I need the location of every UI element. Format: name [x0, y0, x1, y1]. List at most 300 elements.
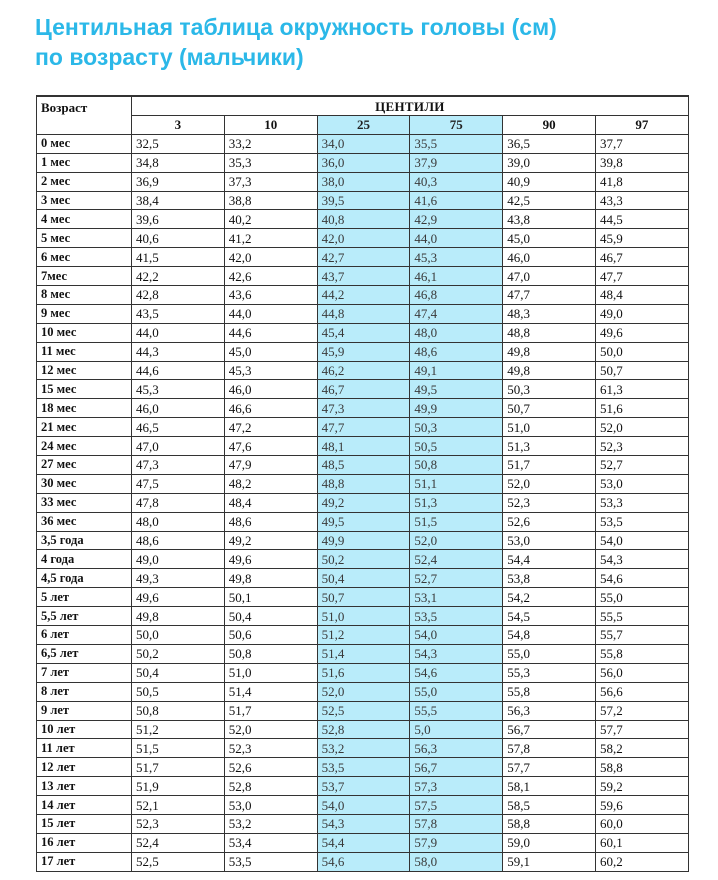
table-row	[37, 153, 689, 172]
centile-value-cell: 52,5	[317, 701, 410, 720]
centile-value-cell: 43,3	[595, 191, 688, 210]
centile-value-cell: 49,8	[132, 607, 225, 626]
centile-columns-header-row	[37, 116, 689, 135]
centile-value-cell: 51,6	[595, 399, 688, 418]
table-row	[37, 569, 689, 588]
centile-value-cell: 42,0	[224, 248, 317, 267]
centile-column-header: 97	[595, 116, 688, 135]
centile-value-cell: 42,0	[317, 229, 410, 248]
centile-value-cell: 52,8	[224, 777, 317, 796]
centile-value-cell: 55,3	[503, 663, 596, 682]
centile-value-cell: 59,2	[595, 777, 688, 796]
centile-value-cell: 51,0	[224, 663, 317, 682]
centile-value-cell: 54,0	[317, 796, 410, 815]
table-row	[37, 474, 689, 493]
centile-column-header: 10	[224, 116, 317, 135]
age-cell: 6 мес	[37, 248, 132, 267]
centile-value-cell: 50,5	[410, 437, 503, 456]
centile-value-cell: 48,6	[410, 342, 503, 361]
centile-value-cell: 50,4	[132, 663, 225, 682]
age-cell: 12 лет	[37, 758, 132, 777]
centile-value-cell: 51,7	[132, 758, 225, 777]
centile-value-cell: 52,3	[503, 493, 596, 512]
table-row	[37, 833, 689, 852]
table-row	[37, 437, 689, 456]
centile-value-cell: 38,0	[317, 172, 410, 191]
table-row	[37, 531, 689, 550]
centile-value-cell: 52,8	[317, 720, 410, 739]
title-line-1: Центильная таблица окружность головы (см)	[35, 14, 557, 40]
centile-value-cell: 53,3	[595, 493, 688, 512]
centile-column-header: 75	[410, 116, 503, 135]
centile-value-cell: 61,3	[595, 380, 688, 399]
centile-value-cell: 46,6	[224, 399, 317, 418]
centile-column-header: 3	[132, 116, 225, 135]
centile-value-cell: 48,8	[317, 474, 410, 493]
age-cell: 17 лет	[37, 852, 132, 871]
age-cell: 3,5 года	[37, 531, 132, 550]
centile-value-cell: 52,4	[410, 550, 503, 569]
centile-value-cell: 32,5	[132, 134, 225, 153]
centile-value-cell: 50,4	[224, 607, 317, 626]
page-title	[35, 12, 695, 72]
centile-value-cell: 50,2	[317, 550, 410, 569]
centile-value-cell: 45,9	[595, 229, 688, 248]
centile-value-cell: 53,8	[503, 569, 596, 588]
centile-value-cell: 58,1	[503, 777, 596, 796]
centile-value-cell: 47,8	[132, 493, 225, 512]
centile-value-cell: 52,3	[132, 814, 225, 833]
centile-value-cell: 49,8	[224, 569, 317, 588]
centile-value-cell: 54,3	[595, 550, 688, 569]
centile-value-cell: 57,7	[595, 720, 688, 739]
centile-value-cell: 50,5	[132, 682, 225, 701]
centile-value-cell: 50,2	[132, 644, 225, 663]
table-row	[37, 342, 689, 361]
age-cell: 3 мес	[37, 191, 132, 210]
age-cell: 15 лет	[37, 814, 132, 833]
centile-value-cell: 53,5	[410, 607, 503, 626]
centile-value-cell: 39,6	[132, 210, 225, 229]
table-row	[37, 512, 689, 531]
age-cell: 2 мес	[37, 172, 132, 191]
centile-value-cell: 40,3	[410, 172, 503, 191]
table-row	[37, 456, 689, 475]
centile-value-cell: 51,0	[317, 607, 410, 626]
age-cell: 33 мес	[37, 493, 132, 512]
centile-value-cell: 53,4	[224, 833, 317, 852]
centile-value-cell: 60,1	[595, 833, 688, 852]
centile-value-cell: 46,8	[410, 286, 503, 305]
centile-value-cell: 46,0	[132, 399, 225, 418]
centile-value-cell: 40,6	[132, 229, 225, 248]
centile-value-cell: 50,3	[503, 380, 596, 399]
centile-value-cell: 58,2	[595, 739, 688, 758]
age-cell: 9 лет	[37, 701, 132, 720]
table-row	[37, 134, 689, 153]
table-row	[37, 248, 689, 267]
centile-value-cell: 60,0	[595, 814, 688, 833]
centile-value-cell: 53,5	[317, 758, 410, 777]
table-row	[37, 229, 689, 248]
centile-value-cell: 57,7	[503, 758, 596, 777]
centile-value-cell: 49,0	[132, 550, 225, 569]
centile-value-cell: 34,8	[132, 153, 225, 172]
centile-value-cell: 49,9	[317, 531, 410, 550]
age-cell: 27 мес	[37, 456, 132, 475]
centile-value-cell: 37,7	[595, 134, 688, 153]
age-cell: 9 мес	[37, 304, 132, 323]
centile-value-cell: 47,7	[503, 286, 596, 305]
centile-value-cell: 56,6	[595, 682, 688, 701]
title-line-2: по возрасту (мальчики)	[35, 44, 304, 70]
centile-value-cell: 47,5	[132, 474, 225, 493]
centile-value-cell: 51,5	[132, 739, 225, 758]
age-cell: 12 мес	[37, 361, 132, 380]
centile-value-cell: 44,3	[132, 342, 225, 361]
centile-value-cell: 57,8	[503, 739, 596, 758]
centile-value-cell: 51,1	[410, 474, 503, 493]
centile-value-cell: 49,3	[132, 569, 225, 588]
age-cell: 18 мес	[37, 399, 132, 418]
centile-value-cell: 49,6	[595, 323, 688, 342]
centile-value-cell: 50,3	[410, 418, 503, 437]
centile-value-cell: 45,3	[132, 380, 225, 399]
centile-value-cell: 47,2	[224, 418, 317, 437]
centile-value-cell: 57,3	[410, 777, 503, 796]
centile-value-cell: 38,4	[132, 191, 225, 210]
centile-value-cell: 47,7	[595, 267, 688, 286]
centile-value-cell: 49,9	[410, 399, 503, 418]
centile-value-cell: 49,0	[595, 304, 688, 323]
centile-value-cell: 51,9	[132, 777, 225, 796]
centile-value-cell: 57,9	[410, 833, 503, 852]
centile-value-cell: 59,0	[503, 833, 596, 852]
age-cell: 4 мес	[37, 210, 132, 229]
table-row	[37, 682, 689, 701]
centile-value-cell: 53,5	[595, 512, 688, 531]
centile-value-cell: 50,8	[224, 644, 317, 663]
age-cell: 7 лет	[37, 663, 132, 682]
centile-value-cell: 50,1	[224, 588, 317, 607]
centile-value-cell: 45,0	[224, 342, 317, 361]
centile-value-cell: 51,5	[410, 512, 503, 531]
centile-value-cell: 42,2	[132, 267, 225, 286]
age-cell: 15 мес	[37, 380, 132, 399]
centile-value-cell: 47,0	[503, 267, 596, 286]
centile-value-cell: 55,0	[410, 682, 503, 701]
centiles-group-header: ЦЕНТИЛИ	[132, 96, 689, 116]
centile-table	[36, 95, 689, 872]
centile-value-cell: 52,5	[132, 852, 225, 871]
age-cell: 5 лет	[37, 588, 132, 607]
centile-value-cell: 54,6	[410, 663, 503, 682]
age-cell: 11 лет	[37, 739, 132, 758]
centile-value-cell: 48,1	[317, 437, 410, 456]
centile-value-cell: 54,4	[317, 833, 410, 852]
centile-value-cell: 54,2	[503, 588, 596, 607]
centile-value-cell: 38,8	[224, 191, 317, 210]
centile-value-cell: 50,4	[317, 569, 410, 588]
centile-value-cell: 49,2	[317, 493, 410, 512]
centile-value-cell: 40,2	[224, 210, 317, 229]
table-row	[37, 588, 689, 607]
age-cell: 5 мес	[37, 229, 132, 248]
centile-value-cell: 41,5	[132, 248, 225, 267]
centile-value-cell: 50,0	[132, 626, 225, 645]
age-cell: 16 лет	[37, 833, 132, 852]
centile-value-cell: 51,7	[503, 456, 596, 475]
centile-value-cell: 51,6	[317, 663, 410, 682]
centile-value-cell: 52,1	[132, 796, 225, 815]
centile-value-cell: 46,5	[132, 418, 225, 437]
centile-column-header: 90	[503, 116, 596, 135]
centile-value-cell: 47,6	[224, 437, 317, 456]
centile-value-cell: 55,7	[595, 626, 688, 645]
table-row	[37, 286, 689, 305]
centile-value-cell: 51,4	[224, 682, 317, 701]
centile-value-cell: 55,5	[595, 607, 688, 626]
centile-value-cell: 46,7	[317, 380, 410, 399]
age-cell: 7мес	[37, 267, 132, 286]
centile-value-cell: 33,2	[224, 134, 317, 153]
centile-value-cell: 56,3	[410, 739, 503, 758]
centile-value-cell: 45,4	[317, 323, 410, 342]
table-row	[37, 361, 689, 380]
centile-value-cell: 55,0	[503, 644, 596, 663]
table-row	[37, 191, 689, 210]
table-row	[37, 796, 689, 815]
centile-value-cell: 52,0	[503, 474, 596, 493]
centile-value-cell: 36,5	[503, 134, 596, 153]
centile-value-cell: 51,4	[317, 644, 410, 663]
table-row	[37, 720, 689, 739]
table-row	[37, 814, 689, 833]
centile-value-cell: 59,6	[595, 796, 688, 815]
centile-value-cell: 51,2	[317, 626, 410, 645]
centile-value-cell: 44,5	[595, 210, 688, 229]
table-row	[37, 304, 689, 323]
centile-value-cell: 50,8	[132, 701, 225, 720]
centile-value-cell: 52,0	[317, 682, 410, 701]
centile-value-cell: 55,0	[595, 588, 688, 607]
centile-value-cell: 48,6	[224, 512, 317, 531]
age-cell: 24 мес	[37, 437, 132, 456]
table-row	[37, 663, 689, 682]
centile-value-cell: 44,0	[410, 229, 503, 248]
centile-value-cell: 46,1	[410, 267, 503, 286]
centile-value-cell: 55,8	[595, 644, 688, 663]
centile-value-cell: 48,8	[503, 323, 596, 342]
centile-value-cell: 53,5	[224, 852, 317, 871]
centile-value-cell: 53,0	[224, 796, 317, 815]
centile-value-cell: 57,2	[595, 701, 688, 720]
centile-value-cell: 42,5	[503, 191, 596, 210]
centile-value-cell: 51,0	[503, 418, 596, 437]
table-row	[37, 758, 689, 777]
centile-value-cell: 58,5	[503, 796, 596, 815]
centile-value-cell: 48,6	[132, 531, 225, 550]
centile-value-cell: 48,4	[224, 493, 317, 512]
age-cell: 5,5 лет	[37, 607, 132, 626]
age-cell: 0 мес	[37, 134, 132, 153]
centile-value-cell: 48,0	[132, 512, 225, 531]
centile-value-cell: 49,5	[410, 380, 503, 399]
centile-value-cell: 53,2	[317, 739, 410, 758]
age-cell: 8 мес	[37, 286, 132, 305]
centile-value-cell: 47,0	[132, 437, 225, 456]
centile-value-cell: 52,0	[224, 720, 317, 739]
centile-value-cell: 56,7	[503, 720, 596, 739]
centile-value-cell: 57,8	[410, 814, 503, 833]
centile-value-cell: 42,9	[410, 210, 503, 229]
centile-value-cell: 42,7	[317, 248, 410, 267]
centile-value-cell: 53,0	[503, 531, 596, 550]
centile-value-cell: 52,6	[503, 512, 596, 531]
centile-value-cell: 43,6	[224, 286, 317, 305]
centile-value-cell: 49,8	[503, 342, 596, 361]
centile-value-cell: 47,3	[317, 399, 410, 418]
centile-value-cell: 54,3	[317, 814, 410, 833]
table-row	[37, 210, 689, 229]
centile-value-cell: 45,3	[224, 361, 317, 380]
centile-value-cell: 46,7	[595, 248, 688, 267]
centile-value-cell: 50,7	[595, 361, 688, 380]
age-cell: 30 мес	[37, 474, 132, 493]
centile-value-cell: 48,5	[317, 456, 410, 475]
table-row	[37, 493, 689, 512]
centile-value-cell: 43,5	[132, 304, 225, 323]
table-header-row	[37, 96, 689, 116]
centile-value-cell: 54,5	[503, 607, 596, 626]
centile-value-cell: 47,4	[410, 304, 503, 323]
age-cell: 1 мес	[37, 153, 132, 172]
centile-value-cell: 49,6	[132, 588, 225, 607]
centile-value-cell: 35,3	[224, 153, 317, 172]
centile-value-cell: 54,0	[410, 626, 503, 645]
centile-value-cell: 37,9	[410, 153, 503, 172]
centile-value-cell: 58,8	[595, 758, 688, 777]
age-cell: 10 лет	[37, 720, 132, 739]
centile-value-cell: 46,2	[317, 361, 410, 380]
table-row	[37, 701, 689, 720]
centile-value-cell: 50,7	[503, 399, 596, 418]
centile-value-cell: 53,1	[410, 588, 503, 607]
centile-value-cell: 56,0	[595, 663, 688, 682]
centile-value-cell: 41,2	[224, 229, 317, 248]
centile-value-cell: 55,8	[503, 682, 596, 701]
centile-value-cell: 56,3	[503, 701, 596, 720]
centile-value-cell: 47,9	[224, 456, 317, 475]
centile-value-cell: 47,7	[317, 418, 410, 437]
centile-value-cell: 57,5	[410, 796, 503, 815]
centile-value-cell: 53,7	[317, 777, 410, 796]
centile-value-cell: 48,0	[410, 323, 503, 342]
table-row	[37, 172, 689, 191]
centile-value-cell: 59,1	[503, 852, 596, 871]
centile-value-cell: 52,7	[595, 456, 688, 475]
centile-value-cell: 36,0	[317, 153, 410, 172]
centile-value-cell: 34,0	[317, 134, 410, 153]
centile-value-cell: 53,0	[595, 474, 688, 493]
centile-value-cell: 44,8	[317, 304, 410, 323]
age-column-header: Возраст	[37, 96, 132, 134]
centile-value-cell: 46,0	[224, 380, 317, 399]
age-cell: 6 лет	[37, 626, 132, 645]
age-cell: 11 мес	[37, 342, 132, 361]
age-cell: 4,5 года	[37, 569, 132, 588]
centile-value-cell: 49,6	[224, 550, 317, 569]
centile-value-cell: 50,6	[224, 626, 317, 645]
centile-value-cell: 49,8	[503, 361, 596, 380]
centile-value-cell: 54,8	[503, 626, 596, 645]
centile-value-cell: 54,0	[595, 531, 688, 550]
table-row	[37, 607, 689, 626]
centile-value-cell: 39,8	[595, 153, 688, 172]
table-row	[37, 777, 689, 796]
table-row	[37, 644, 689, 663]
centile-value-cell: 44,6	[132, 361, 225, 380]
centile-value-cell: 46,0	[503, 248, 596, 267]
centile-value-cell: 44,2	[317, 286, 410, 305]
centile-value-cell: 37,3	[224, 172, 317, 191]
centile-value-cell: 52,0	[410, 531, 503, 550]
centile-value-cell: 45,0	[503, 229, 596, 248]
centile-value-cell: 58,8	[503, 814, 596, 833]
centile-value-cell: 54,3	[410, 644, 503, 663]
centile-column-header: 25	[317, 116, 410, 135]
centile-value-cell: 42,8	[132, 286, 225, 305]
centile-value-cell: 52,4	[132, 833, 225, 852]
centile-value-cell: 54,4	[503, 550, 596, 569]
centile-value-cell: 52,3	[224, 739, 317, 758]
centile-value-cell: 41,6	[410, 191, 503, 210]
centile-value-cell: 49,2	[224, 531, 317, 550]
centile-value-cell: 58,0	[410, 852, 503, 871]
centile-value-cell: 49,1	[410, 361, 503, 380]
age-cell: 14 лет	[37, 796, 132, 815]
centile-value-cell: 40,8	[317, 210, 410, 229]
table-row	[37, 550, 689, 569]
table-row	[37, 399, 689, 418]
centile-value-cell: 48,2	[224, 474, 317, 493]
centile-value-cell: 44,0	[224, 304, 317, 323]
table-row	[37, 323, 689, 342]
age-cell: 6,5 лет	[37, 644, 132, 663]
age-cell: 13 лет	[37, 777, 132, 796]
centile-value-cell: 48,3	[503, 304, 596, 323]
centile-value-cell: 44,6	[224, 323, 317, 342]
centile-value-cell: 53,2	[224, 814, 317, 833]
centile-value-cell: 35,5	[410, 134, 503, 153]
centile-value-cell: 55,5	[410, 701, 503, 720]
centile-value-cell: 60,2	[595, 852, 688, 871]
centile-value-cell: 52,0	[595, 418, 688, 437]
table-row	[37, 418, 689, 437]
centile-value-cell: 51,3	[503, 437, 596, 456]
centile-value-cell: 36,9	[132, 172, 225, 191]
table-body	[37, 134, 689, 871]
centile-value-cell: 39,0	[503, 153, 596, 172]
age-cell: 10 мес	[37, 323, 132, 342]
centile-value-cell: 42,6	[224, 267, 317, 286]
centile-value-cell: 56,7	[410, 758, 503, 777]
centile-value-cell: 47,3	[132, 456, 225, 475]
centile-value-cell: 44,0	[132, 323, 225, 342]
centile-value-cell: 52,7	[410, 569, 503, 588]
centile-value-cell: 50,0	[595, 342, 688, 361]
centile-value-cell: 50,8	[410, 456, 503, 475]
